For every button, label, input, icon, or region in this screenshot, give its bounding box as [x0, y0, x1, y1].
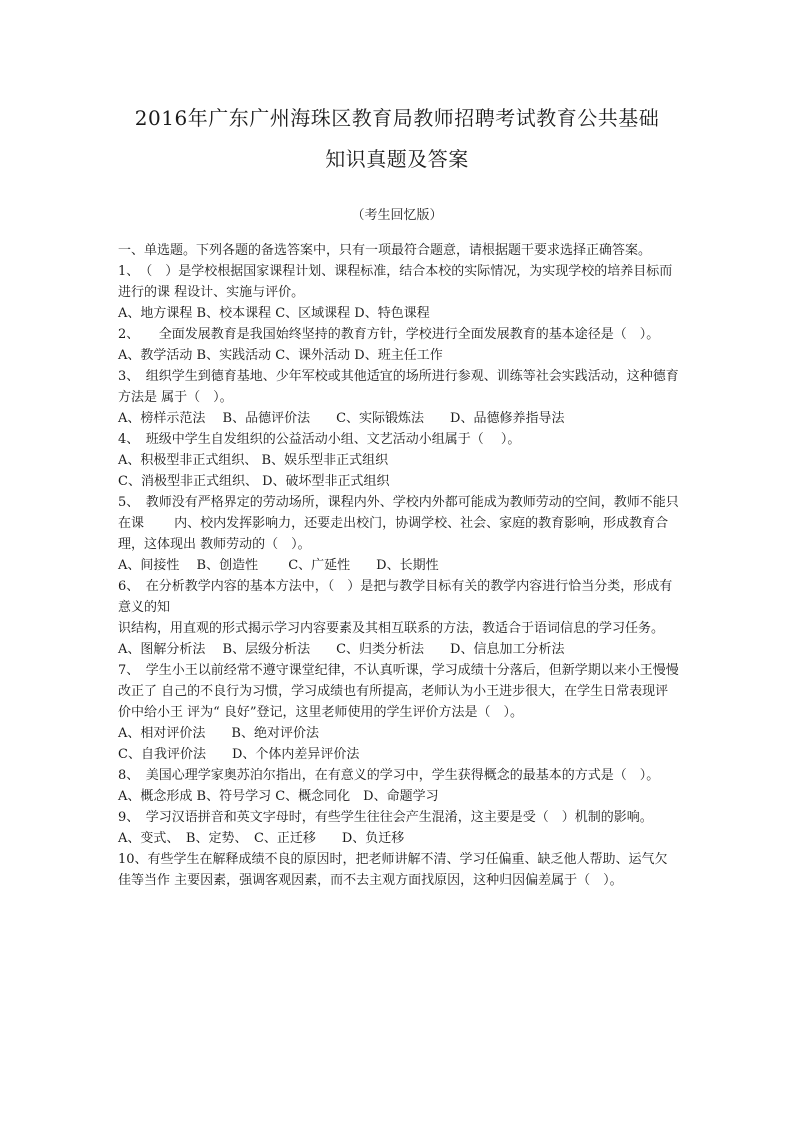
question-4: 4、 班级中学生自发组织的公益活动小组、文艺活动小组属于（ ）。	[118, 432, 521, 447]
question-8: 8、 美国心理学家奥苏泊尔指出，在有意义的学习中，学生获得概念的最基本的方式是（ ）。	[118, 768, 660, 783]
question-9: 9、 学习汉语拼音和英文字母时，有些学生往往会产生混淆，这主要是受（ ）机制的影响。	[118, 810, 653, 825]
question-list	[118, 240, 680, 891]
question-2: 2、 全面发展教育是我国始终坚持的教育方针，学校进行全面发展教育的基本途径是（ ）。	[118, 327, 660, 342]
question-6: 6、 在分析教学内容的基本方法中，（ ）是把与教学目标有关的教学内容进行恰当分类，形成有意义的知	[118, 579, 673, 615]
question-1: 1、 （ ）是学校根据国家课程计划、课程标准，结合本校的实际情况，为实现学校的培养目标而进行的课 程设计、实施与评价。	[118, 264, 673, 300]
document-title-line-1: 2016年广东广州海珠区教育局教师招聘考试教育公共基础	[134, 106, 660, 130]
section-heading: 一、单选题。下列各题的备选答案中，只有一项最符合题意，请根据题干要求选择正确答案。	[118, 243, 652, 258]
question-7: 7、 学生小王以前经常不遵守课堂纪律，不认真听课，学习成绩十分落后，但新学期以来小王慢慢改正了 自己的不良行为习惯，学习成绩也有所提高，老师认为小王进步很大，在学生日常表现评价中给小王 评为“ 良好”登记，这里老师使用的学生评价方法是（ ）。	[118, 663, 679, 720]
question-9-options: A、变式、 B、定势、 C、正迁移 D、负迁移	[118, 831, 405, 846]
question-10: 10、有些学生在解释成绩不良的原因时，把老师讲解不清、学习任偏重、缺乏他人帮助、运气欠佳等当作 主要因素，强调客观因素，而不去主观方面找原因，这种归因偏差属于（ ）。	[118, 852, 668, 888]
question-4-options-a: A、积极型非正式组织、 B、娱乐型非正式组织	[118, 453, 389, 468]
document-subtitle: （考生回忆版）	[351, 208, 443, 223]
question-2-options: A、教学活动 B、实践活动 C、课外活动 D、班主任工作	[118, 348, 443, 363]
question-8-options: A、概念形成 B、符号学习 C、概念同化 D、命题学习	[118, 789, 439, 804]
question-1-options: A、地方课程 B、校本课程 C、区域课程 D、特色课程	[118, 306, 430, 321]
question-6-options: A、图解分析法 B、层级分析法 C、归类分析法 D、信息加工分析法	[118, 642, 565, 657]
question-5-options: A、间接性 B、创造性 C、广延性 D、长期性	[118, 558, 439, 573]
question-4-options-b: C、消极型非正式组织、 D、破坏型非正式组织	[118, 474, 390, 489]
question-5: 5、 教师没有严格界定的劳动场所，课程内外、学校内外都可能成为教师劳动的空间，教师不能只在课 内、校内发挥影响力，还要走出校门，协调学校、社会、家庭的教育影响，形成教育合理，这体现出 教师劳动的（ ）。	[118, 495, 679, 552]
document-title-line-2: 知识真题及答案	[325, 147, 469, 171]
question-6-continued: 识结构，用直观的形式揭示学习内容要素及其相互联系的方法，教适合于语词信息的学习任务。	[118, 621, 665, 636]
question-7-options-a: A、相对评价法 B、绝对评价法	[118, 726, 319, 741]
question-3-options: A、榜样示范法 B、品德评价法 C、实际锻炼法 D、品德修养指导法	[118, 411, 565, 426]
question-3: 3、 组织学生到德育基地、少年军校或其他适宜的场所进行参观、训练等社会实践活动，这种德育方法是 属于（ ）。	[118, 369, 679, 405]
question-7-options-b: C、自我评价法 D、个体内差异评价法	[118, 747, 360, 762]
